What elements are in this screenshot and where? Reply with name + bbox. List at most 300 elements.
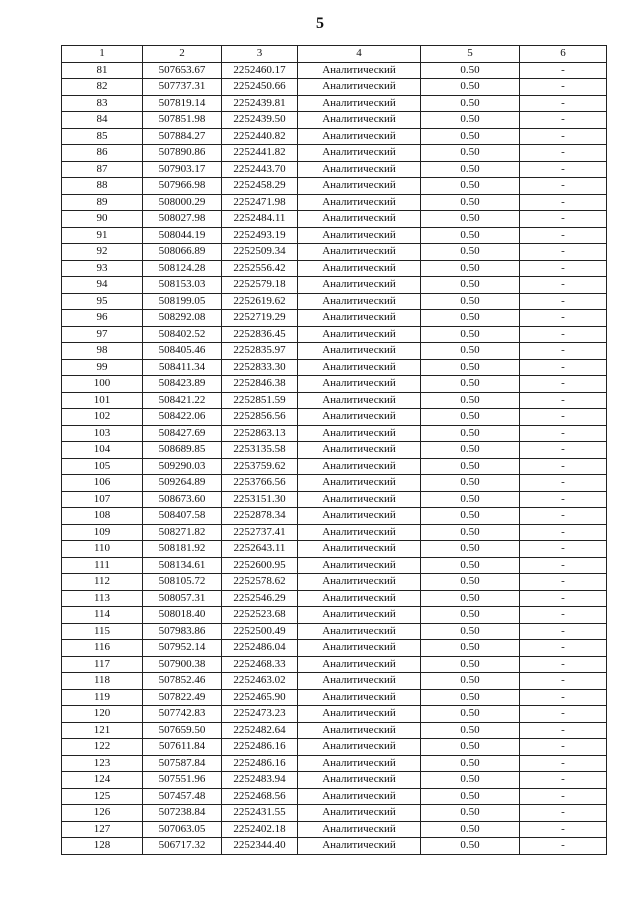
point-number-cell: 112 [62, 574, 143, 591]
y-coordinate-cell: 2252443.70 [222, 161, 298, 178]
accuracy-cell: 0.50 [421, 640, 520, 657]
y-coordinate-cell: 2252846.38 [222, 376, 298, 393]
x-coordinate-cell: 508000.29 [143, 194, 222, 211]
accuracy-cell: 0.50 [421, 689, 520, 706]
y-coordinate-cell: 2252486.16 [222, 739, 298, 756]
y-coordinate-cell: 2253759.62 [222, 458, 298, 475]
y-coordinate-cell: 2252546.29 [222, 590, 298, 607]
method-cell: Аналитический [298, 392, 421, 409]
note-cell: - [520, 227, 607, 244]
y-coordinate-cell: 2252600.95 [222, 557, 298, 574]
point-number-cell: 104 [62, 442, 143, 459]
point-number-cell: 99 [62, 359, 143, 376]
note-cell: - [520, 541, 607, 558]
coordinates-table [61, 45, 607, 855]
table-row [62, 805, 607, 822]
y-coordinate-cell: 2252468.56 [222, 788, 298, 805]
table-row [62, 359, 607, 376]
point-number-cell: 124 [62, 772, 143, 789]
table-row [62, 343, 607, 360]
x-coordinate-cell: 509290.03 [143, 458, 222, 475]
accuracy-cell: 0.50 [421, 458, 520, 475]
accuracy-cell: 0.50 [421, 821, 520, 838]
method-cell: Аналитический [298, 79, 421, 96]
table-row [62, 227, 607, 244]
method-cell: Аналитический [298, 128, 421, 145]
y-coordinate-cell: 2252473.23 [222, 706, 298, 723]
y-coordinate-cell: 2252835.97 [222, 343, 298, 360]
method-cell: Аналитический [298, 689, 421, 706]
note-cell: - [520, 425, 607, 442]
table-row [62, 326, 607, 343]
x-coordinate-cell: 508405.46 [143, 343, 222, 360]
table-row [62, 772, 607, 789]
method-cell: Аналитический [298, 425, 421, 442]
point-number-cell: 89 [62, 194, 143, 211]
x-coordinate-cell: 508018.40 [143, 607, 222, 624]
method-cell: Аналитический [298, 838, 421, 855]
note-cell: - [520, 656, 607, 673]
y-coordinate-cell: 2252483.94 [222, 772, 298, 789]
y-coordinate-cell: 2252500.49 [222, 623, 298, 640]
table-row [62, 689, 607, 706]
point-number-cell: 110 [62, 541, 143, 558]
y-coordinate-cell: 2252439.81 [222, 95, 298, 112]
point-number-cell: 115 [62, 623, 143, 640]
method-cell: Аналитический [298, 821, 421, 838]
table-row [62, 739, 607, 756]
table-row [62, 788, 607, 805]
table-row [62, 79, 607, 96]
point-number-cell: 94 [62, 277, 143, 294]
table-row [62, 722, 607, 739]
x-coordinate-cell: 508027.98 [143, 211, 222, 228]
note-cell: - [520, 310, 607, 327]
note-cell: - [520, 112, 607, 129]
y-coordinate-cell: 2253151.30 [222, 491, 298, 508]
accuracy-cell: 0.50 [421, 673, 520, 690]
method-cell: Аналитический [298, 524, 421, 541]
y-coordinate-cell: 2252484.11 [222, 211, 298, 228]
note-cell: - [520, 95, 607, 112]
method-cell: Аналитический [298, 112, 421, 129]
method-cell: Аналитический [298, 607, 421, 624]
table-row [62, 277, 607, 294]
accuracy-cell: 0.50 [421, 145, 520, 162]
point-number-cell: 108 [62, 508, 143, 525]
point-number-cell: 127 [62, 821, 143, 838]
method-cell: Аналитический [298, 359, 421, 376]
method-cell: Аналитический [298, 244, 421, 261]
accuracy-cell: 0.50 [421, 772, 520, 789]
method-cell: Аналитический [298, 673, 421, 690]
method-cell: Аналитический [298, 541, 421, 558]
note-cell: - [520, 524, 607, 541]
note-cell: - [520, 277, 607, 294]
y-coordinate-cell: 2252458.29 [222, 178, 298, 195]
method-cell: Аналитический [298, 145, 421, 162]
point-number-cell: 81 [62, 62, 143, 79]
table-row [62, 194, 607, 211]
note-cell: - [520, 623, 607, 640]
point-number-cell: 96 [62, 310, 143, 327]
point-number-cell: 107 [62, 491, 143, 508]
note-cell: - [520, 739, 607, 756]
method-cell: Аналитический [298, 508, 421, 525]
y-coordinate-cell: 2252833.30 [222, 359, 298, 376]
note-cell: - [520, 442, 607, 459]
table-row [62, 838, 607, 855]
table-header [62, 46, 607, 63]
accuracy-cell: 0.50 [421, 755, 520, 772]
accuracy-cell: 0.50 [421, 79, 520, 96]
x-coordinate-cell: 507653.67 [143, 62, 222, 79]
x-coordinate-cell: 507822.49 [143, 689, 222, 706]
x-coordinate-cell: 507851.98 [143, 112, 222, 129]
note-cell: - [520, 788, 607, 805]
y-coordinate-cell: 2252465.90 [222, 689, 298, 706]
method-cell: Аналитический [298, 458, 421, 475]
table-row [62, 310, 607, 327]
point-number-cell: 93 [62, 260, 143, 277]
x-coordinate-cell: 507063.05 [143, 821, 222, 838]
note-cell: - [520, 178, 607, 195]
note-cell: - [520, 79, 607, 96]
note-cell: - [520, 260, 607, 277]
method-cell: Аналитический [298, 442, 421, 459]
note-cell: - [520, 326, 607, 343]
method-cell: Аналитический [298, 260, 421, 277]
x-coordinate-cell: 509264.89 [143, 475, 222, 492]
x-coordinate-cell: 507884.27 [143, 128, 222, 145]
note-cell: - [520, 574, 607, 591]
method-cell: Аналитический [298, 293, 421, 310]
point-number-cell: 101 [62, 392, 143, 409]
note-cell: - [520, 838, 607, 855]
x-coordinate-cell: 508427.69 [143, 425, 222, 442]
x-coordinate-cell: 508066.89 [143, 244, 222, 261]
point-number-cell: 83 [62, 95, 143, 112]
point-number-cell: 128 [62, 838, 143, 855]
table-row [62, 244, 607, 261]
y-coordinate-cell: 2252523.68 [222, 607, 298, 624]
point-number-cell: 120 [62, 706, 143, 723]
table-row [62, 590, 607, 607]
point-number-cell: 86 [62, 145, 143, 162]
point-number-cell: 100 [62, 376, 143, 393]
x-coordinate-cell: 507966.98 [143, 178, 222, 195]
x-coordinate-cell: 507742.83 [143, 706, 222, 723]
x-coordinate-cell: 508044.19 [143, 227, 222, 244]
point-number-cell: 122 [62, 739, 143, 756]
method-cell: Аналитический [298, 590, 421, 607]
x-coordinate-cell: 506717.32 [143, 838, 222, 855]
method-cell: Аналитический [298, 739, 421, 756]
x-coordinate-cell: 508407.58 [143, 508, 222, 525]
method-cell: Аналитический [298, 805, 421, 822]
y-coordinate-cell: 2252556.42 [222, 260, 298, 277]
x-coordinate-cell: 507819.14 [143, 95, 222, 112]
column-header: 3 [222, 46, 298, 63]
note-cell: - [520, 62, 607, 79]
point-number-cell: 88 [62, 178, 143, 195]
method-cell: Аналитический [298, 161, 421, 178]
point-number-cell: 102 [62, 409, 143, 426]
method-cell: Аналитический [298, 722, 421, 739]
note-cell: - [520, 491, 607, 508]
point-number-cell: 121 [62, 722, 143, 739]
note-cell: - [520, 145, 607, 162]
note-cell: - [520, 211, 607, 228]
note-cell: - [520, 557, 607, 574]
table-row [62, 508, 607, 525]
accuracy-cell: 0.50 [421, 788, 520, 805]
accuracy-cell: 0.50 [421, 425, 520, 442]
x-coordinate-cell: 507900.38 [143, 656, 222, 673]
table-row [62, 524, 607, 541]
point-number-cell: 92 [62, 244, 143, 261]
y-coordinate-cell: 2252737.41 [222, 524, 298, 541]
method-cell: Аналитический [298, 623, 421, 640]
table-row [62, 145, 607, 162]
point-number-cell: 97 [62, 326, 143, 343]
column-header: 1 [62, 46, 143, 63]
accuracy-cell: 0.50 [421, 343, 520, 360]
point-number-cell: 118 [62, 673, 143, 690]
note-cell: - [520, 244, 607, 261]
table-row [62, 293, 607, 310]
note-cell: - [520, 722, 607, 739]
accuracy-cell: 0.50 [421, 442, 520, 459]
y-coordinate-cell: 2252463.02 [222, 673, 298, 690]
x-coordinate-cell: 508057.31 [143, 590, 222, 607]
point-number-cell: 90 [62, 211, 143, 228]
x-coordinate-cell: 507903.17 [143, 161, 222, 178]
y-coordinate-cell: 2252719.29 [222, 310, 298, 327]
note-cell: - [520, 805, 607, 822]
method-cell: Аналитический [298, 557, 421, 574]
x-coordinate-cell: 508134.61 [143, 557, 222, 574]
accuracy-cell: 0.50 [421, 310, 520, 327]
method-cell: Аналитический [298, 656, 421, 673]
table-row [62, 673, 607, 690]
point-number-cell: 106 [62, 475, 143, 492]
point-number-cell: 116 [62, 640, 143, 657]
point-number-cell: 119 [62, 689, 143, 706]
method-cell: Аналитический [298, 706, 421, 723]
column-header: 6 [520, 46, 607, 63]
point-number-cell: 117 [62, 656, 143, 673]
note-cell: - [520, 409, 607, 426]
table-body [62, 62, 607, 854]
table-row [62, 376, 607, 393]
y-coordinate-cell: 2252619.62 [222, 293, 298, 310]
note-cell: - [520, 706, 607, 723]
method-cell: Аналитический [298, 640, 421, 657]
column-header: 5 [421, 46, 520, 63]
y-coordinate-cell: 2252344.40 [222, 838, 298, 855]
point-number-cell: 126 [62, 805, 143, 822]
x-coordinate-cell: 508422.06 [143, 409, 222, 426]
x-coordinate-cell: 507551.96 [143, 772, 222, 789]
note-cell: - [520, 590, 607, 607]
point-number-cell: 84 [62, 112, 143, 129]
note-cell: - [520, 194, 607, 211]
note-cell: - [520, 607, 607, 624]
table-row [62, 458, 607, 475]
accuracy-cell: 0.50 [421, 607, 520, 624]
y-coordinate-cell: 2252836.45 [222, 326, 298, 343]
accuracy-cell: 0.50 [421, 211, 520, 228]
accuracy-cell: 0.50 [421, 326, 520, 343]
y-coordinate-cell: 2252643.11 [222, 541, 298, 558]
table-row [62, 755, 607, 772]
y-coordinate-cell: 2252471.98 [222, 194, 298, 211]
x-coordinate-cell: 508673.60 [143, 491, 222, 508]
table-row [62, 491, 607, 508]
x-coordinate-cell: 507952.14 [143, 640, 222, 657]
point-number-cell: 87 [62, 161, 143, 178]
method-cell: Аналитический [298, 491, 421, 508]
table-row [62, 161, 607, 178]
accuracy-cell: 0.50 [421, 541, 520, 558]
method-cell: Аналитический [298, 376, 421, 393]
note-cell: - [520, 689, 607, 706]
table-row [62, 623, 607, 640]
x-coordinate-cell: 508105.72 [143, 574, 222, 591]
note-cell: - [520, 640, 607, 657]
x-coordinate-cell: 507659.50 [143, 722, 222, 739]
column-header: 2 [143, 46, 222, 63]
y-coordinate-cell: 2253135.58 [222, 442, 298, 459]
method-cell: Аналитический [298, 343, 421, 360]
x-coordinate-cell: 507737.31 [143, 79, 222, 96]
accuracy-cell: 0.50 [421, 227, 520, 244]
accuracy-cell: 0.50 [421, 557, 520, 574]
method-cell: Аналитический [298, 227, 421, 244]
x-coordinate-cell: 507983.86 [143, 623, 222, 640]
page-number: 5 [316, 15, 324, 32]
header-row [62, 46, 607, 63]
note-cell: - [520, 772, 607, 789]
point-number-cell: 125 [62, 788, 143, 805]
accuracy-cell: 0.50 [421, 359, 520, 376]
x-coordinate-cell: 508181.92 [143, 541, 222, 558]
accuracy-cell: 0.50 [421, 376, 520, 393]
table-row [62, 656, 607, 673]
y-coordinate-cell: 2252878.34 [222, 508, 298, 525]
y-coordinate-cell: 2252856.56 [222, 409, 298, 426]
accuracy-cell: 0.50 [421, 656, 520, 673]
method-cell: Аналитический [298, 194, 421, 211]
accuracy-cell: 0.50 [421, 739, 520, 756]
table-row [62, 640, 607, 657]
x-coordinate-cell: 508271.82 [143, 524, 222, 541]
accuracy-cell: 0.50 [421, 244, 520, 261]
note-cell: - [520, 392, 607, 409]
accuracy-cell: 0.50 [421, 722, 520, 739]
method-cell: Аналитический [298, 277, 421, 294]
accuracy-cell: 0.50 [421, 706, 520, 723]
point-number-cell: 98 [62, 343, 143, 360]
accuracy-cell: 0.50 [421, 95, 520, 112]
x-coordinate-cell: 507890.86 [143, 145, 222, 162]
method-cell: Аналитический [298, 772, 421, 789]
x-coordinate-cell: 508402.52 [143, 326, 222, 343]
y-coordinate-cell: 2252431.55 [222, 805, 298, 822]
point-number-cell: 103 [62, 425, 143, 442]
accuracy-cell: 0.50 [421, 524, 520, 541]
method-cell: Аналитический [298, 409, 421, 426]
table-row [62, 178, 607, 195]
note-cell: - [520, 508, 607, 525]
point-number-cell: 109 [62, 524, 143, 541]
y-coordinate-cell: 2253766.56 [222, 475, 298, 492]
table-row [62, 112, 607, 129]
point-number-cell: 105 [62, 458, 143, 475]
y-coordinate-cell: 2252493.19 [222, 227, 298, 244]
accuracy-cell: 0.50 [421, 194, 520, 211]
method-cell: Аналитический [298, 788, 421, 805]
method-cell: Аналитический [298, 326, 421, 343]
accuracy-cell: 0.50 [421, 112, 520, 129]
y-coordinate-cell: 2252578.62 [222, 574, 298, 591]
note-cell: - [520, 359, 607, 376]
note-cell: - [520, 293, 607, 310]
x-coordinate-cell: 508153.03 [143, 277, 222, 294]
point-number-cell: 113 [62, 590, 143, 607]
accuracy-cell: 0.50 [421, 838, 520, 855]
note-cell: - [520, 343, 607, 360]
table-row [62, 574, 607, 591]
point-number-cell: 111 [62, 557, 143, 574]
note-cell: - [520, 475, 607, 492]
table-row [62, 128, 607, 145]
table-row [62, 821, 607, 838]
point-number-cell: 91 [62, 227, 143, 244]
x-coordinate-cell: 508199.05 [143, 293, 222, 310]
x-coordinate-cell: 508124.28 [143, 260, 222, 277]
y-coordinate-cell: 2252851.59 [222, 392, 298, 409]
table-row [62, 409, 607, 426]
x-coordinate-cell: 508292.08 [143, 310, 222, 327]
note-cell: - [520, 458, 607, 475]
method-cell: Аналитический [298, 95, 421, 112]
method-cell: Аналитический [298, 211, 421, 228]
point-number-cell: 123 [62, 755, 143, 772]
y-coordinate-cell: 2252402.18 [222, 821, 298, 838]
column-header: 4 [298, 46, 421, 63]
y-coordinate-cell: 2252460.17 [222, 62, 298, 79]
table-row [62, 541, 607, 558]
x-coordinate-cell: 507457.48 [143, 788, 222, 805]
accuracy-cell: 0.50 [421, 623, 520, 640]
accuracy-cell: 0.50 [421, 574, 520, 591]
note-cell: - [520, 673, 607, 690]
y-coordinate-cell: 2252450.66 [222, 79, 298, 96]
accuracy-cell: 0.50 [421, 277, 520, 294]
table-row [62, 425, 607, 442]
y-coordinate-cell: 2252509.34 [222, 244, 298, 261]
accuracy-cell: 0.50 [421, 293, 520, 310]
table-row [62, 260, 607, 277]
note-cell: - [520, 376, 607, 393]
table-row [62, 95, 607, 112]
accuracy-cell: 0.50 [421, 491, 520, 508]
y-coordinate-cell: 2252486.16 [222, 755, 298, 772]
table-row [62, 211, 607, 228]
table-row [62, 392, 607, 409]
